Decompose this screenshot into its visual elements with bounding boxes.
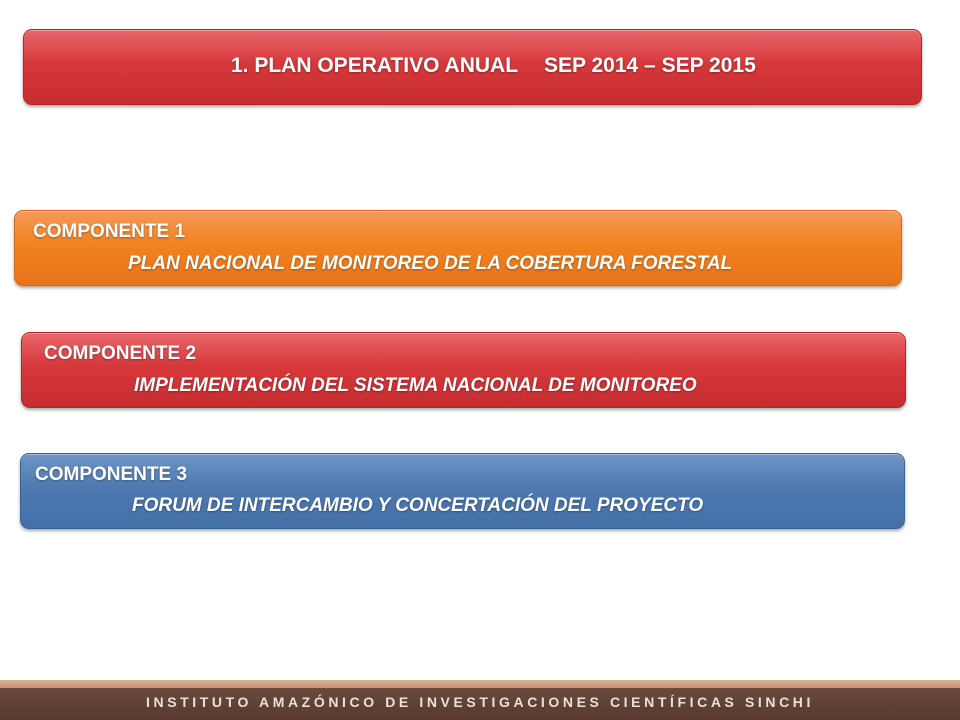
component-1-banner [14,210,902,286]
plan-period: SEP 2014 – SEP 2015 [544,54,756,77]
component-2-banner [21,332,906,408]
component-1-description: PLAN NACIONAL DE MONITOREO DE LA COBERTURA FORESTAL [128,253,733,274]
component-3-banner [20,453,905,529]
slide-title [231,54,756,78]
footer-bar [0,688,960,720]
component-3-description: FORUM DE INTERCAMBIO Y CONCERTACIÓN DEL PROYECTO [132,495,704,516]
plan-title: 1. PLAN OPERATIVO ANUAL [231,54,519,77]
component-3-label: COMPONENTE 3 [35,464,188,485]
footer-stripe [0,680,960,688]
component-2-description: IMPLEMENTACIÓN DEL SISTEMA NACIONAL DE MONITOREO [134,375,697,396]
component-2-label: COMPONENTE 2 [44,343,197,364]
title-banner [23,29,922,105]
component-1-label: COMPONENTE 1 [33,221,186,242]
institution-name: INSTITUTO AMAZÓNICO DE INVESTIGACIONES CIENTÍFICAS SINCHI [146,694,814,710]
